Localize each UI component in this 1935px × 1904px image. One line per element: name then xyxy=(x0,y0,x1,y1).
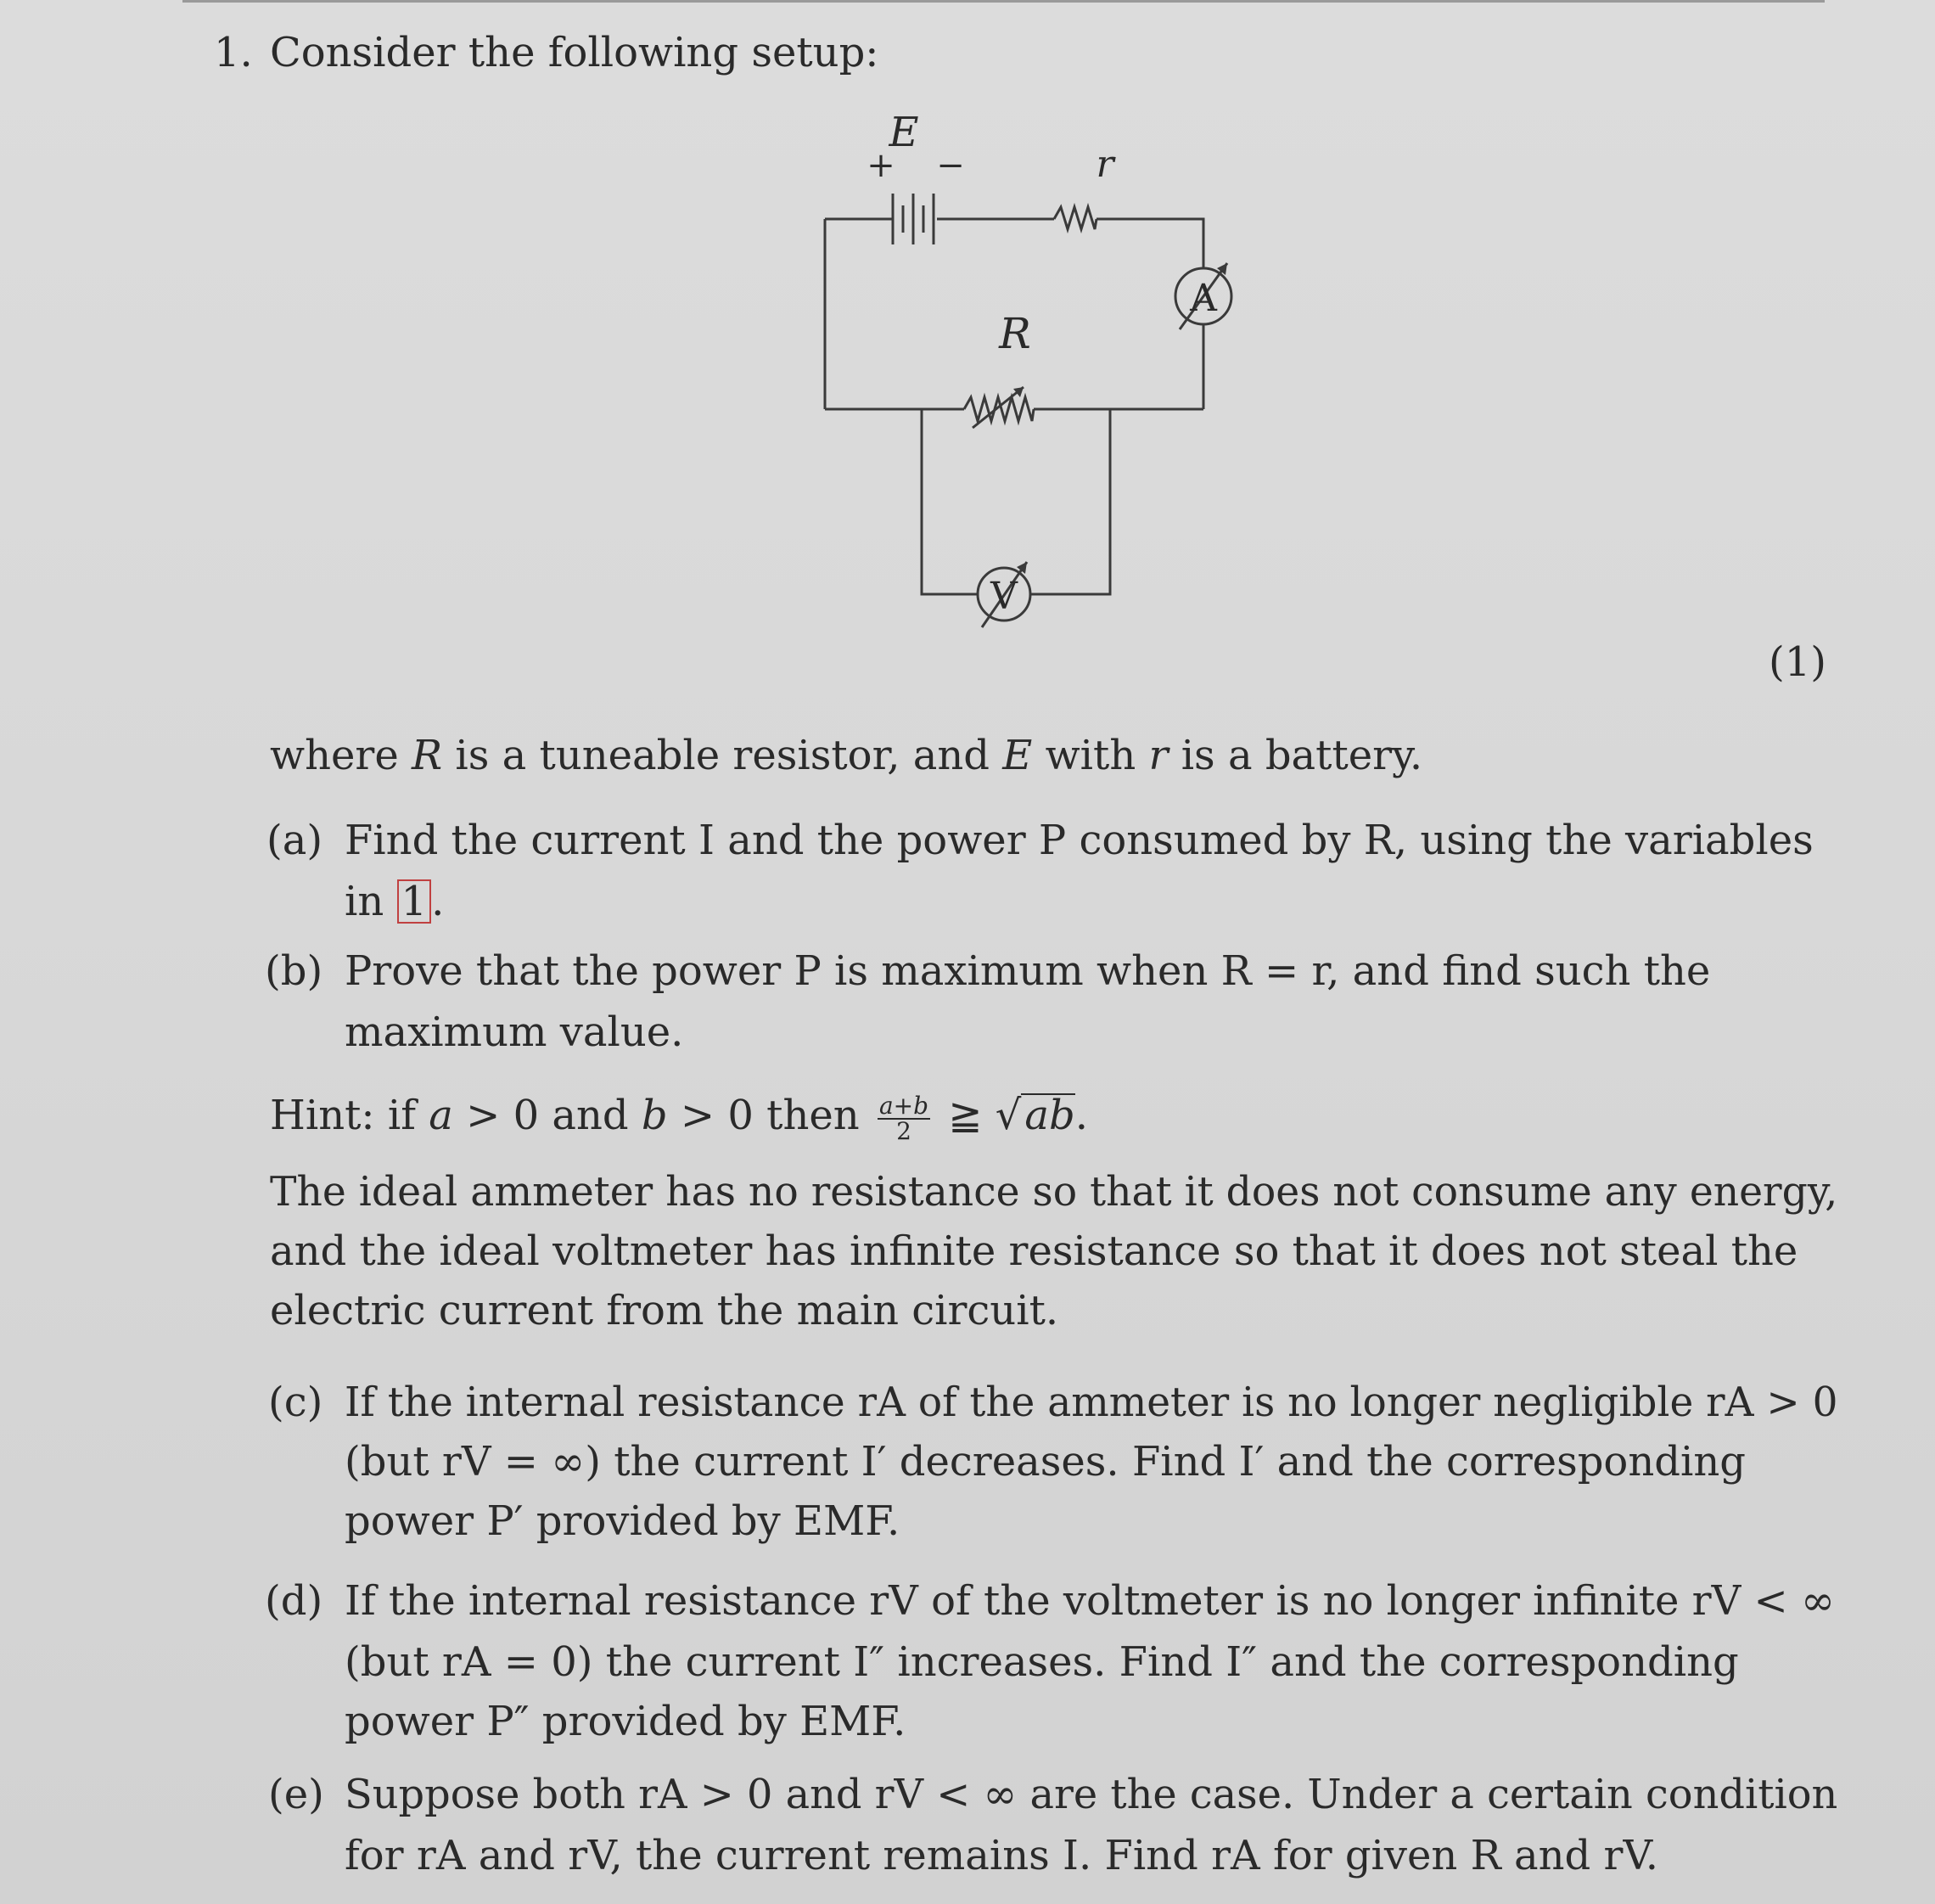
ammeter-label: A xyxy=(1190,277,1217,320)
hint-a: a xyxy=(429,1092,453,1139)
hint-sqrt: √ab xyxy=(995,1092,1075,1139)
part-a-label: (a) xyxy=(266,817,323,864)
ideal-line-3: electric current from the main circuit. xyxy=(270,1287,1059,1334)
where-text-1: where xyxy=(270,732,412,779)
resistor-R xyxy=(964,397,1034,421)
top-rule xyxy=(182,0,1825,3)
part-c-line1: If the internal resistance rA of the ammeter is no longer negligible rA > 0 xyxy=(345,1379,1838,1426)
part-d-line3: power P″ provided by EMF. xyxy=(345,1698,906,1745)
part-d-line1: If the internal resistance rV of the voltmeter is no longer infinite rV < ∞ xyxy=(345,1577,1836,1625)
resistor-r xyxy=(1054,207,1096,229)
hint-b: b xyxy=(641,1092,668,1139)
part-a-line2-post: . xyxy=(431,878,445,925)
plus-sign: + xyxy=(867,146,895,185)
hint-end: . xyxy=(1074,1092,1088,1139)
problem-number: 1. xyxy=(214,29,253,76)
part-b-line2: maximum value. xyxy=(345,1008,684,1056)
equation-number: (1) xyxy=(1769,638,1826,686)
part-b-line1: Prove that the power P is maximum when R = r, and find such the xyxy=(345,947,1711,995)
part-b-label: (b) xyxy=(265,947,323,995)
ideal-line-1: The ideal ammeter has no resistance so that it does not consume any energy, xyxy=(270,1168,1838,1216)
hint-sqrt-arg: ab xyxy=(1021,1093,1074,1136)
hint-geq: ≧ xyxy=(935,1092,996,1139)
R-label: R xyxy=(999,309,1031,358)
var-E: E xyxy=(1002,732,1033,779)
hint-gt-a: > 0 and xyxy=(452,1092,642,1139)
part-a-line2 xyxy=(345,879,444,924)
part-e-line1: Suppose both rA > 0 and rV < ∞ are the case. Under a certain condition xyxy=(345,1771,1838,1818)
part-c-line3: power P′ provided by EMF. xyxy=(345,1497,900,1545)
hint-gt-b: > 0 then xyxy=(667,1092,872,1139)
wire-top-right xyxy=(1096,219,1203,268)
where-text-4: is a battery. xyxy=(1168,732,1423,779)
where-text-2: is a tuneable resistor, and xyxy=(442,732,1003,779)
part-e-label: (e) xyxy=(268,1771,324,1818)
voltmeter-label: V xyxy=(990,575,1018,618)
minus-sign: − xyxy=(936,146,965,185)
where-text-3: with xyxy=(1032,732,1149,779)
var-r: r xyxy=(1148,732,1169,779)
resistor-R-arrowhead xyxy=(1013,387,1024,397)
part-a-line1: Find the current I and the power P consumed by R, using the variables xyxy=(345,817,1814,864)
hint-fraction xyxy=(878,1091,930,1145)
part-d-label: (d) xyxy=(265,1577,323,1625)
part-d-line2: (but rA = 0) the current I″ increases. Find I″ and the corresponding xyxy=(345,1638,1739,1686)
part-e-line2: for rA and rV, the current remains I. Find rA for given R and rV. xyxy=(345,1832,1658,1879)
hint-prefix: Hint: if xyxy=(270,1092,429,1139)
var-R: R xyxy=(412,732,443,779)
emf-label: E xyxy=(889,109,919,156)
part-c-line2: (but rV = ∞) the current I′ decreases. Find I′ and the corresponding xyxy=(345,1438,1746,1486)
ideal-line-2: and the ideal voltmeter has infinite resistance so that it does not steal the xyxy=(270,1227,1798,1275)
part-c-label: (c) xyxy=(268,1379,323,1426)
part-a-line2-pre: in xyxy=(345,878,397,925)
wire-v-left xyxy=(922,409,978,594)
equation-ref-link[interactable]: 1 xyxy=(397,879,432,924)
hint-fraction-numerator: a+b xyxy=(878,1091,929,1120)
where-sentence xyxy=(270,732,1423,779)
problem-intro: Consider the following setup: xyxy=(270,29,879,76)
hint-line xyxy=(270,1093,1088,1143)
wire-v-right xyxy=(1030,409,1110,594)
hint-fraction-denominator: 2 xyxy=(896,1116,911,1145)
circuit-diagram xyxy=(798,102,1273,645)
r-label: r xyxy=(1096,143,1114,186)
